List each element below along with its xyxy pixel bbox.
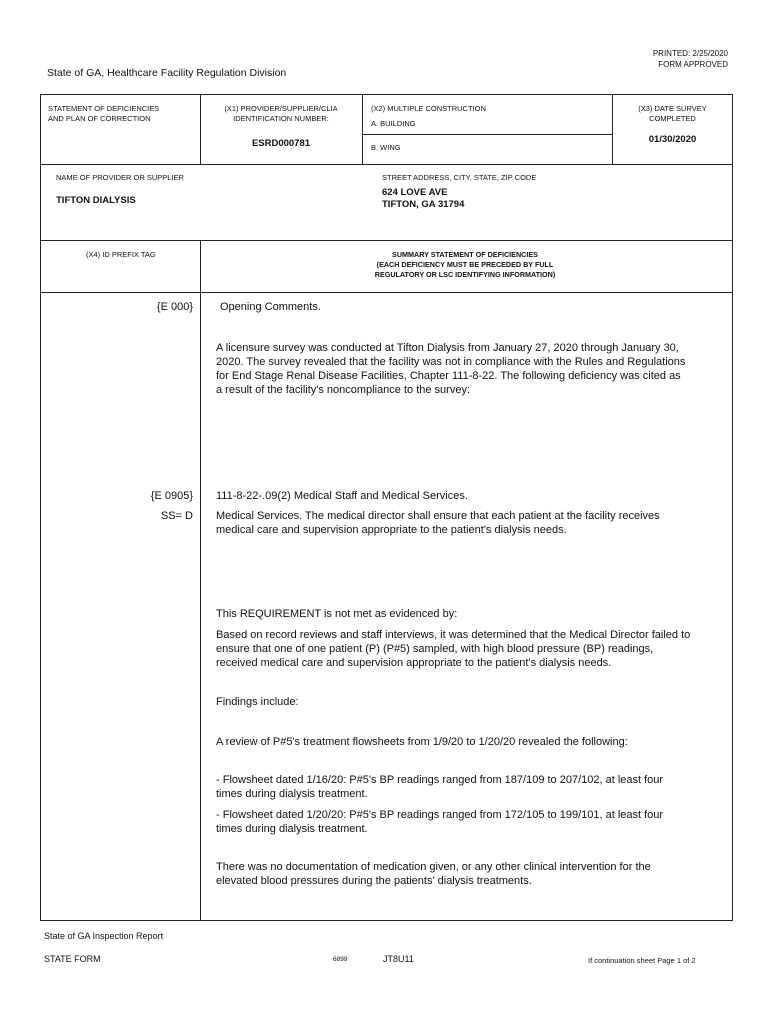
printed-date: PRINTED: 2/25/2020	[652, 49, 728, 58]
survey-line4: a result of the facility's noncompliance to the survey:	[216, 384, 471, 396]
summary-heading	[300, 250, 630, 280]
flowsheet-2	[216, 808, 663, 836]
based-on-paragraph	[216, 628, 690, 670]
address-label: STREET ADDRESS, CITY, STATE, ZIP CODE	[382, 173, 537, 182]
tag-e000: {E 000}	[156, 301, 193, 313]
survey-line2: 2020. The survey revealed that the facility was not in compliance with the Rules and Regulations	[216, 356, 686, 368]
form-approved: FORM APPROVED	[658, 60, 728, 69]
date-survey-label-line1: (X3) DATE SURVEY	[638, 104, 707, 113]
provider-number: ESRD000781	[251, 138, 311, 149]
no-doc-line1: There was no documentation of medication given, or any other clinical intervention for the	[216, 861, 651, 873]
based-on-line2: ensure that one of one patient (P) (P#5) sampled, with high blood pressure (BP) readings,	[216, 643, 654, 655]
flowsheet-2-line1: - Flowsheet dated 1/20/20: P#5's BP readings ranged from 172/105 to 199/101, at least four	[216, 809, 664, 821]
review-statement: A review of P#5's treatment flowsheets from 1/9/20 to 1/20/20 revealed the following:	[216, 736, 628, 748]
survey-line3: for End Stage Renal Disease Facilities, Chapter 111-8-22. The following deficiency was cited as	[216, 370, 681, 382]
summary-heading-line3: REGULATORY OR LSC IDENTIFYING INFORMATION)	[374, 270, 556, 279]
form-number: 6899	[333, 956, 348, 963]
statement-label-line2: AND PLAN OF CORRECTION	[48, 114, 151, 123]
building-label: A. BUILDING	[371, 119, 416, 128]
address	[382, 187, 464, 211]
flowsheet-1-line2: times during dialysis treatment.	[216, 788, 368, 800]
flowsheet-1-line1: - Flowsheet dated 1/16/20: P#5's BP readings ranged from 187/109 to 207/102, at least four	[216, 774, 664, 786]
tag-e0905: {E 0905}	[150, 490, 193, 502]
statement-label	[48, 104, 159, 124]
id-prefix-label: (X4) ID PREFIX TAG	[86, 250, 156, 259]
provider-name-label: NAME OF PROVIDER OR SUPPLIER	[56, 173, 184, 182]
event-id: JT8U11	[383, 954, 414, 964]
scope-severity: SS= D	[160, 510, 193, 522]
flowsheet-1	[216, 773, 663, 801]
agency-title: State of GA, Healthcare Facility Regulation Division	[47, 67, 287, 79]
based-on-line3: received medical care and supervision appropriate to the patient's dialysis needs.	[216, 657, 612, 669]
opening-comments: Opening Comments.	[220, 301, 321, 313]
wing-label: B. WING	[371, 143, 401, 152]
based-on-line1: Based on record reviews and staff interviews, it was determined that the Medical Director failed to	[216, 629, 691, 641]
no-doc-line2: elevated blood pressures during the patients' dialysis treatments.	[216, 875, 532, 887]
multiple-construction-label: (X2) MULTIPLE CONSTRUCTION	[371, 104, 486, 113]
rule-text	[216, 509, 660, 537]
statement-label-line1: STATEMENT OF DEFICIENCIES	[48, 104, 160, 113]
rule-title: 111-8-22-.09(2) Medical Staff and Medical Services.	[216, 490, 468, 502]
requirement-not-met: This REQUIREMENT is not met as evidenced by:	[216, 608, 458, 620]
rule-text-line1: Medical Services. The medical director shall ensure that each patient at the facility receives	[216, 510, 660, 522]
no-documentation	[216, 860, 651, 888]
date-survey-value: 01/30/2020	[648, 134, 697, 145]
provider-label-line2: IDENTIFICATION NUMBER:	[233, 114, 329, 123]
date-survey-label	[612, 104, 733, 124]
findings-include: Findings include:	[216, 696, 299, 708]
provider-label-line1: (X1) PROVIDER/SUPPLIER/CLIA	[224, 104, 338, 113]
continuation-note: If continuation sheet Page 1 of 2	[588, 956, 696, 965]
flowsheet-2-line2: times during dialysis treatment.	[216, 823, 368, 835]
survey-line1: A licensure survey was conducted at Tifton Dialysis from January 27, 2020 through January 30,	[216, 342, 679, 354]
report-title: State of GA Inspection Report	[44, 931, 164, 941]
address-line2: TIFTON, GA 31794	[382, 199, 465, 210]
print-info	[653, 48, 728, 70]
date-survey-label-line2: COMPLETED	[649, 114, 696, 123]
provider-name: TIFTON DIALYSIS	[56, 195, 136, 206]
survey-paragraph	[216, 341, 685, 397]
address-line1: 624 LOVE AVE	[382, 187, 448, 198]
provider-id-label	[200, 104, 362, 124]
summary-heading-line2: (EACH DEFICIENCY MUST BE PRECEDED BY FULL	[376, 260, 554, 269]
rule-text-line2: medical care and supervision appropriate to the patient's dialysis needs.	[216, 524, 567, 536]
state-form: STATE FORM	[44, 954, 101, 964]
summary-heading-line1: SUMMARY STATEMENT OF DEFICIENCIES	[392, 250, 538, 259]
